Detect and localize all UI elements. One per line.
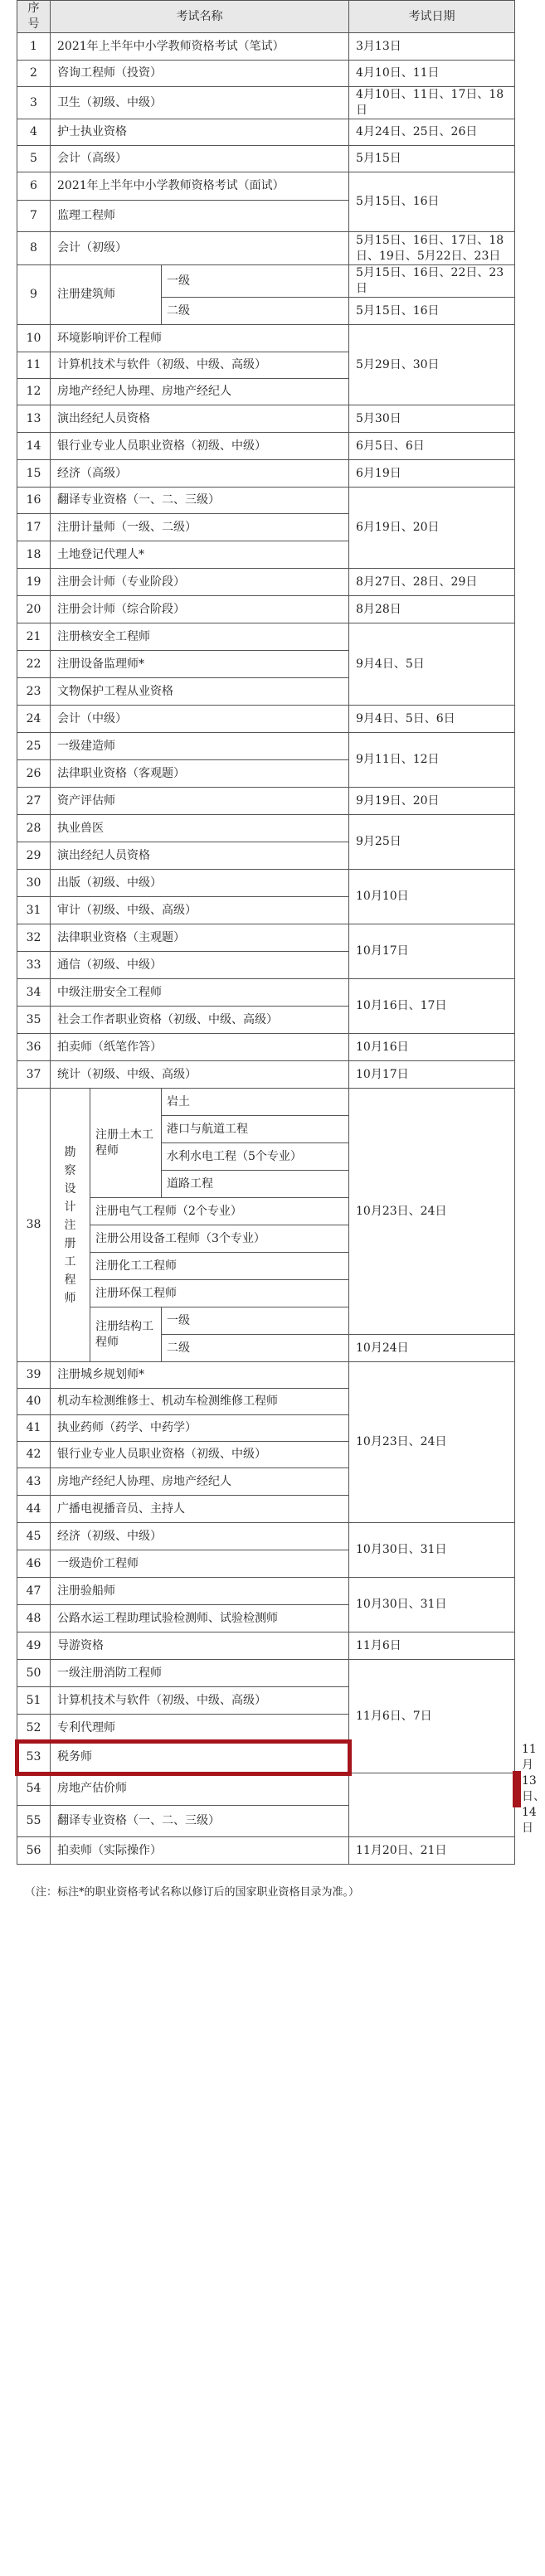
table-header-row <box>17 1 515 33</box>
table-row <box>17 1061 515 1089</box>
exam-name: 通信（初级、中级） <box>51 952 349 979</box>
exam-name: 注册土木工程师 <box>90 1089 162 1198</box>
exam-name: 机动车检测维修士、机动车检测维修工程师 <box>51 1389 349 1415</box>
exam-date: 6月19日、20日 <box>349 488 515 569</box>
exam-date: 10月10日 <box>349 870 515 924</box>
exam-name: 土地登记代理人* <box>51 541 349 569</box>
row-number: 28 <box>17 815 51 842</box>
table-row <box>17 1089 515 1116</box>
table-row <box>17 870 515 897</box>
row-number: 52 <box>17 1715 51 1742</box>
row-number: 35 <box>17 1007 51 1034</box>
row-number: 31 <box>17 897 51 924</box>
exam-name: 经济（初级、中级） <box>51 1523 349 1550</box>
exam-date: 5月15日、16日、17日、18日、19日、5月22日、23日 <box>349 232 515 265</box>
exam-name: 注册公用设备工程师（3个专业） <box>90 1225 349 1253</box>
exam-name: 法律职业资格（客观题） <box>51 760 349 788</box>
exam-name: 环境影响评价工程师 <box>51 325 349 352</box>
table-row <box>17 1805 515 1836</box>
exam-name: 房地产经纪人协理、房地产经纪人 <box>51 379 349 405</box>
exam-date: 11月20日、21日 <box>349 1837 515 1865</box>
row-number: 23 <box>17 678 51 706</box>
table-row <box>17 924 515 952</box>
exam-date: 9月4日、5日、6日 <box>349 706 515 733</box>
row-number: 26 <box>17 760 51 788</box>
exam-name: 2021年上半年中小学教师资格考试（面试） <box>51 172 349 201</box>
table-row <box>17 33 515 61</box>
exam-name: 注册计量师（一级、二级） <box>51 514 349 541</box>
exam-name: 2021年上半年中小学教师资格考试（笔试） <box>51 33 349 61</box>
row-number: 51 <box>17 1687 51 1715</box>
header-date: 考试日期 <box>349 1 515 33</box>
exam-name: 拍卖师（纸笔作答） <box>51 1034 349 1061</box>
exam-name: 演出经纪人员资格 <box>51 405 349 433</box>
row-number: 2 <box>17 61 51 87</box>
row-number: 55 <box>17 1805 51 1836</box>
row-number: 17 <box>17 514 51 541</box>
table-row <box>17 1578 515 1605</box>
header-name: 考试名称 <box>51 1 349 33</box>
row-number: 53 <box>17 1742 51 1773</box>
exam-name: 出版（初级、中级） <box>51 870 349 897</box>
table-row <box>17 433 515 460</box>
row-number: 1 <box>17 33 51 61</box>
table-row <box>17 146 515 172</box>
table-row <box>17 815 515 842</box>
row-number: 27 <box>17 788 51 815</box>
exam-name: 执业兽医 <box>51 815 349 842</box>
row-number: 15 <box>17 460 51 488</box>
exam-name: 计算机技术与软件（初级、中级、高级） <box>51 352 349 379</box>
exam-schedule-table <box>17 0 545 1865</box>
table-row <box>17 1632 515 1660</box>
table-row <box>17 405 515 433</box>
exam-name: 文物保护工程从业资格 <box>51 678 349 706</box>
row-number: 12 <box>17 379 51 405</box>
exam-date: 9月25日 <box>349 815 515 870</box>
row-number: 48 <box>17 1605 51 1632</box>
table-body <box>17 33 545 1865</box>
row-number: 38 <box>17 1089 51 1362</box>
exam-name: 会计（高级） <box>51 146 349 172</box>
row-number: 36 <box>17 1034 51 1061</box>
exam-name: 演出经纪人员资格 <box>51 842 349 870</box>
exam-name: 翻译专业资格（一、二、三级） <box>51 488 349 514</box>
exam-name: 注册设备监理师* <box>51 651 349 678</box>
table-row <box>17 172 515 201</box>
exam-name: 翻译专业资格（一、二、三级） <box>51 1805 349 1836</box>
row-number: 44 <box>17 1496 51 1523</box>
exam-date: 10月17日 <box>349 1061 515 1089</box>
footnote: （注：标注*的职业资格考试名称以修订后的国家职业资格目录为准。） <box>25 1886 360 1899</box>
exam-date: 10月23日、24日 <box>349 1362 515 1523</box>
exam-date: 10月17日 <box>349 924 515 979</box>
row-number: 8 <box>17 232 51 265</box>
table-row <box>17 119 515 146</box>
exam-subcategory: 水利水电工程（5个专业） <box>162 1143 349 1171</box>
exam-name: 注册环保工程师 <box>90 1280 349 1307</box>
table-row <box>17 733 515 760</box>
row-number: 33 <box>17 952 51 979</box>
row-number: 14 <box>17 433 51 460</box>
exam-date: 8月27日、28日、29日 <box>349 569 515 596</box>
row-number: 18 <box>17 541 51 569</box>
row-number: 20 <box>17 596 51 623</box>
header-num: 序号 <box>17 1 51 33</box>
exam-name: 统计（初级、中级、高级） <box>51 1061 349 1089</box>
row-number: 19 <box>17 569 51 596</box>
exam-date: 9月11日、12日 <box>349 733 515 788</box>
table-row <box>17 87 515 119</box>
row-number: 13 <box>17 405 51 433</box>
exam-name: 注册核安全工程师 <box>51 623 349 651</box>
exam-subcategory: 道路工程 <box>162 1171 349 1198</box>
exam-name: 咨询工程师（投资） <box>51 61 349 87</box>
table-row <box>17 596 515 623</box>
row-number: 50 <box>17 1660 51 1687</box>
exam-name: 注册验船师 <box>51 1578 349 1605</box>
exam-name: 注册结构工程师 <box>90 1307 162 1362</box>
exam-name: 银行业专业人员职业资格（初级、中级） <box>51 433 349 460</box>
exam-name: 税务师 <box>51 1742 349 1773</box>
row-number: 41 <box>17 1415 51 1442</box>
exam-name: 注册城乡规划师* <box>51 1362 349 1389</box>
table-row <box>17 265 515 298</box>
exam-date: 11月6日、7日 <box>349 1660 515 1773</box>
row-number: 6 <box>17 172 51 201</box>
exam-date: 4月10日、11日、17日、18日 <box>349 87 515 119</box>
exam-subcategory: 二级 <box>162 1335 349 1362</box>
row-number: 47 <box>17 1578 51 1605</box>
exam-date: 5月15日、16日、22日、23日 <box>349 265 515 298</box>
row-number: 29 <box>17 842 51 870</box>
exam-name: 广播电视播音员、主持人 <box>51 1496 349 1523</box>
table-row <box>17 623 515 651</box>
exam-date: 8月28日 <box>349 596 515 623</box>
row-number: 3 <box>17 87 51 119</box>
table-row <box>17 488 515 514</box>
row-number: 37 <box>17 1061 51 1089</box>
exam-name: 执业药师（药学、中药学） <box>51 1415 349 1442</box>
table-row <box>17 979 515 1007</box>
exam-name: 专利代理师 <box>51 1715 349 1742</box>
table-row <box>17 1660 515 1687</box>
table-row <box>17 460 515 488</box>
exam-date: 4月10日、11日 <box>349 61 515 87</box>
exam-name: 导游资格 <box>51 1632 349 1660</box>
row-number: 45 <box>17 1523 51 1550</box>
exam-subcategory: 二级 <box>162 298 349 325</box>
exam-group-name <box>51 1089 90 1362</box>
exam-subcategory: 岩土 <box>162 1089 349 1116</box>
table-row <box>17 232 515 265</box>
exam-name: 银行业专业人员职业资格（初级、中级） <box>51 1442 349 1468</box>
row-number: 10 <box>17 325 51 352</box>
exam-date: 6月19日 <box>349 460 515 488</box>
table-row <box>17 61 515 87</box>
row-number: 39 <box>17 1362 51 1389</box>
exam-subcategory: 一级 <box>162 265 349 298</box>
exam-date: 3月13日 <box>349 33 515 61</box>
exam-date: 5月29日、30日 <box>349 325 515 405</box>
exam-date: 9月4日、5日 <box>349 623 515 706</box>
table-row <box>17 1837 515 1865</box>
row-number: 22 <box>17 651 51 678</box>
row-number: 5 <box>17 146 51 172</box>
exam-date: 5月30日 <box>349 405 515 433</box>
exam-date: 10月30日、31日 <box>349 1578 515 1632</box>
exam-date: 6月5日、6日 <box>349 433 515 460</box>
row-number: 54 <box>17 1773 51 1805</box>
exam-date: 5月15日、16日 <box>349 298 515 325</box>
exam-name: 卫生（初级、中级） <box>51 87 349 119</box>
exam-date: 10月30日、31日 <box>349 1523 515 1578</box>
exam-date: 11月6日 <box>349 1632 515 1660</box>
exam-name: 注册会计师（专业阶段） <box>51 569 349 596</box>
exam-name: 会计（中级） <box>51 706 349 733</box>
row-number: 30 <box>17 870 51 897</box>
table-row: 53 税务师 11月13日、14日 <box>17 1742 515 1773</box>
exam-date: 4月24日、25日、26日 <box>349 119 515 146</box>
exam-name: 资产评估师 <box>51 788 349 815</box>
exam-name: 房地产经纪人协理、房地产经纪人 <box>51 1468 349 1496</box>
exam-date: 10月24日 <box>349 1335 515 1362</box>
exam-name: 注册化工工程师 <box>90 1253 349 1280</box>
exam-name: 房地产估价师 <box>51 1773 349 1805</box>
row-number: 56 <box>17 1837 51 1865</box>
exam-name: 公路水运工程助理试验检测师、试验检测师 <box>51 1605 349 1632</box>
row-number: 34 <box>17 979 51 1007</box>
exam-date: 10月16日、17日 <box>349 979 515 1034</box>
row-number: 32 <box>17 924 51 952</box>
exam-name: 拍卖师（实际操作） <box>51 1837 349 1865</box>
exam-name: 护士执业资格 <box>51 119 349 146</box>
table-row <box>17 788 515 815</box>
table-row <box>17 706 515 733</box>
row-number: 25 <box>17 733 51 760</box>
exam-name: 一级注册消防工程师 <box>51 1660 349 1687</box>
exam-date: 10月23日、24日 <box>349 1089 515 1335</box>
row-number: 43 <box>17 1468 51 1496</box>
exam-schedule-page <box>17 0 545 1899</box>
exam-date: 5月15日、16日 <box>349 172 515 232</box>
table-row <box>17 325 515 352</box>
exam-name: 经济（高级） <box>51 460 349 488</box>
exam-name: 中级注册安全工程师 <box>51 979 349 1007</box>
table-row <box>17 1523 515 1550</box>
row-number: 40 <box>17 1389 51 1415</box>
exam-name: 一级建造师 <box>51 733 349 760</box>
exam-name: 注册建筑师 <box>51 265 162 325</box>
row-number: 11 <box>17 352 51 379</box>
table-row <box>17 569 515 596</box>
exam-name: 一级造价工程师 <box>51 1550 349 1578</box>
row-number: 9 <box>17 265 51 325</box>
table-row <box>17 1773 515 1805</box>
exam-date: 9月19日、20日 <box>349 788 515 815</box>
exam-subcategory: 一级 <box>162 1307 349 1335</box>
exam-name: 社会工作者职业资格（初级、中级、高级） <box>51 1007 349 1034</box>
row-number: 7 <box>17 201 51 232</box>
row-number: 42 <box>17 1442 51 1468</box>
exam-date: 10月16日 <box>349 1034 515 1061</box>
exam-name: 会计（初级） <box>51 232 349 265</box>
highlight-box-name <box>15 1739 352 1776</box>
exam-date: 5月15日 <box>349 146 515 172</box>
table-row <box>17 1362 515 1389</box>
exam-group-label: 勘察设计注册工程师 <box>64 1145 76 1305</box>
row-number: 4 <box>17 119 51 146</box>
exam-name: 注册电气工程师（2个专业） <box>90 1198 349 1225</box>
highlight-box-date <box>513 1771 521 1807</box>
row-number: 16 <box>17 488 51 514</box>
row-number: 49 <box>17 1632 51 1660</box>
exam-name: 法律职业资格（主观题） <box>51 924 349 952</box>
row-number: 46 <box>17 1550 51 1578</box>
exam-name: 监理工程师 <box>51 201 349 232</box>
exam-name: 审计（初级、中级、高级） <box>51 897 349 924</box>
row-number: 24 <box>17 706 51 733</box>
exam-subcategory: 港口与航道工程 <box>162 1116 349 1143</box>
exam-name: 计算机技术与软件（初级、中级、高级） <box>51 1687 349 1715</box>
row-number: 21 <box>17 623 51 651</box>
exam-name: 注册会计师（综合阶段） <box>51 596 349 623</box>
table-row <box>17 1034 515 1061</box>
